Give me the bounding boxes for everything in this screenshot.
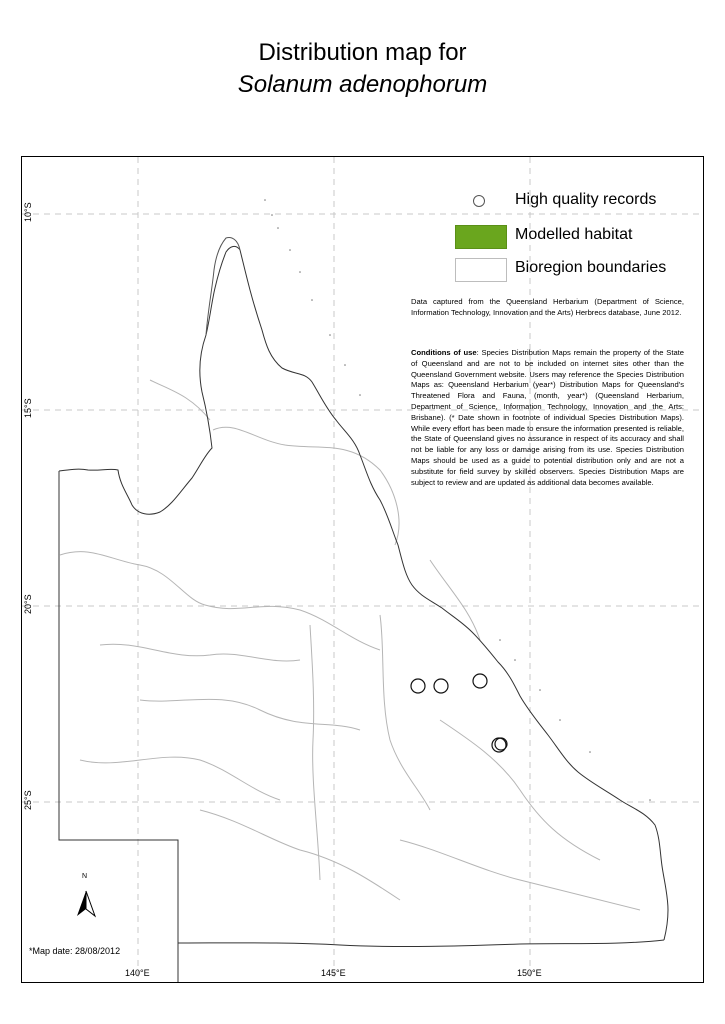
southern-border — [178, 940, 664, 982]
lat-label-10s: 10°S — [23, 202, 33, 222]
record-point — [473, 674, 487, 688]
map-title: Distribution map for — [258, 39, 467, 66]
lat-label-20s: 20°S — [23, 594, 33, 614]
habitat-swatch — [455, 225, 507, 249]
lat-label-25s: 25°S — [23, 790, 33, 810]
record-point — [495, 738, 507, 750]
record-symbol-icon — [473, 195, 485, 207]
lat-label-15s: 15°S — [23, 398, 33, 418]
conditions-text: : Species Distribution Maps remain the property of the State of Queensland and are not to be included on internet sites other than the Queensland Government website. Users may reference the Species Distribution Maps as: Queensland Herbarium (year*) Distribution Maps for Queensland's Threatened Flora and Fauna, (month, year*) (Queensland Herbarium, Department of Science, Information Technology, Innovation and the Arts: Brisbane). (* Date shown in footnote of individual Species Distribution Maps). While every effort has been made to ensure the information presented is reliable, the State of Queensland gives no assurance in respect of its accuracy and shall not be liable for any loss or damage arising from its use. Species Distribution Maps should be used as a guide to potential distribution only and are not a substitute for field survey by skilled observers. Species Distribution Maps are subject to review and are updated as additional data becomes available. — [411, 348, 684, 487]
legend-habitat: Modelled habitat — [515, 226, 633, 243]
cape-york-coast — [206, 238, 240, 336]
map-date: *Map date: 28/08/2012 — [29, 946, 121, 956]
lon-label-150e: 150°E — [517, 968, 542, 978]
lon-label-140e: 140°E — [125, 968, 150, 978]
lon-label-145e: 145°E — [321, 968, 346, 978]
legend-records: High quality records — [515, 191, 657, 208]
reef-islands — [264, 199, 651, 801]
bioregion-swatch — [455, 258, 507, 282]
data-source-note: Data captured from the Queensland Herbarium (Department of Science, Information Technology, Innovation and the Arts) Herbrecs database, June 2012. — [411, 297, 684, 317]
conditions-of-use — [411, 348, 684, 488]
legend-bioregion: Bioregion boundaries — [515, 259, 667, 276]
species-name: Solanum adenophorum — [237, 71, 488, 98]
record-point — [411, 679, 425, 693]
graticule — [22, 157, 703, 982]
record-point — [434, 679, 448, 693]
conditions-heading: Conditions of use — [411, 348, 477, 357]
north-label: N — [82, 873, 88, 880]
record-points — [411, 674, 507, 752]
north-arrow-icon — [77, 891, 95, 916]
